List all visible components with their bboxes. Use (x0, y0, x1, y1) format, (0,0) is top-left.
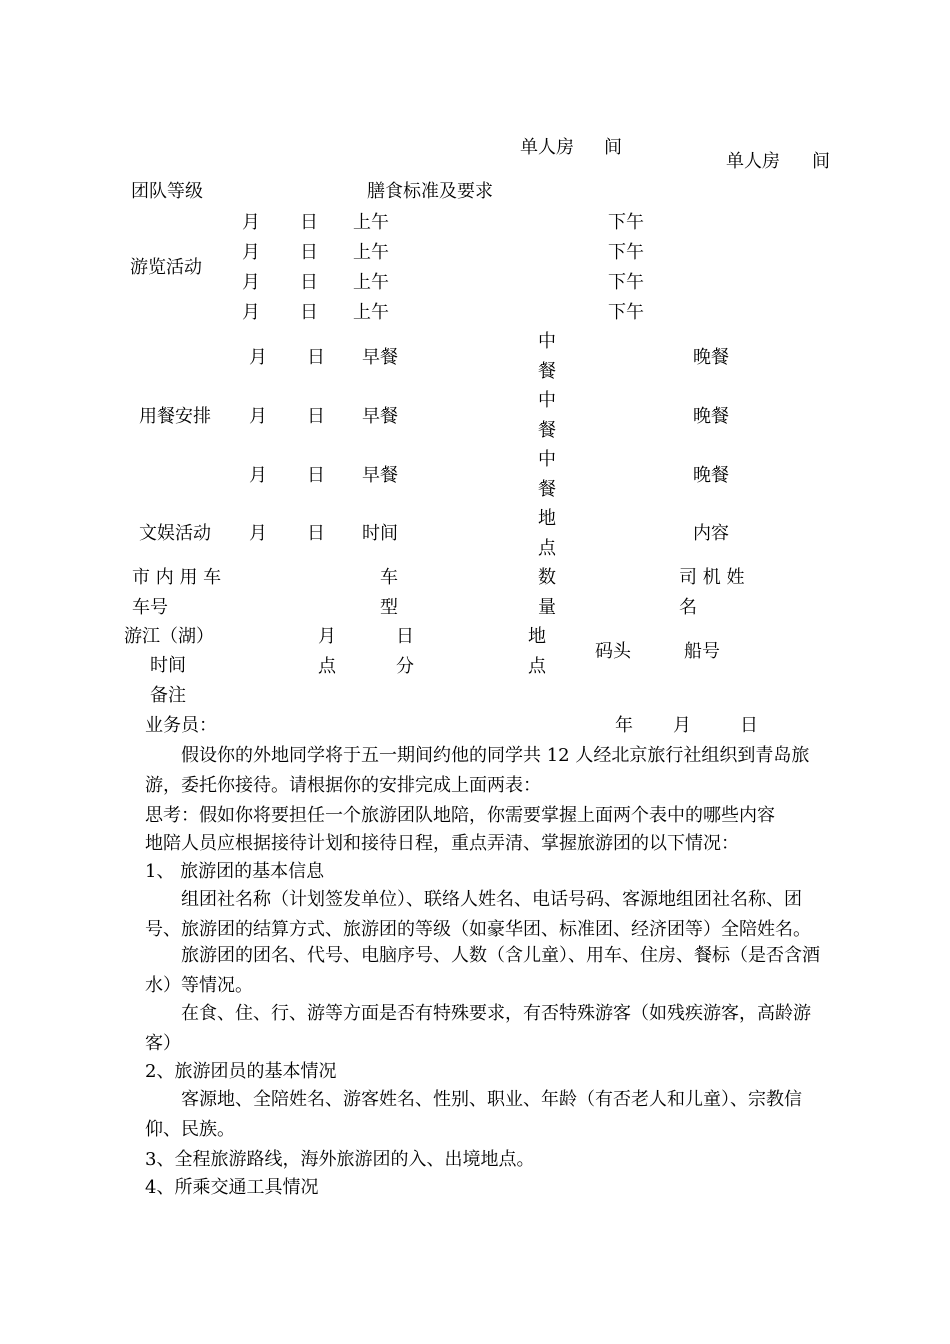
dinner-label: 晚餐 (693, 406, 729, 427)
month-label: 月 (242, 212, 260, 233)
day-label: 日 (740, 715, 758, 736)
river-tour-label: 游江（湖） (124, 626, 214, 647)
basic-info-paragraph: 组团社名称（计划签发单位）、联络人姓名、电话号码、客源地组团社名称、团号、旅游团的结算方式、旅游团的等级（如豪华团、标准团、经济团等）全陪姓名。 (145, 889, 811, 940)
heading-basic-info: 1、 旅游团的基本信息 (145, 861, 325, 882)
question-line: 思考：假如你将要担任一个旅游团队地陪，你需要掌握上面两个表中的哪些内容 (145, 805, 775, 826)
river-time-label: 时间 (150, 655, 186, 676)
month-label: 月 (242, 272, 260, 293)
single-room-label: 单人房 (520, 137, 574, 158)
heading-route: 3、全程旅游路线，海外旅游团的入、出境地点。 (145, 1149, 535, 1170)
group-details-paragraph: 旅游团的团名、代号、电脑序号、人数（含儿童）、用车、住房、餐标（是否含酒水）等情况。 (145, 945, 820, 996)
pm-label: 下午 (608, 272, 644, 293)
breakfast-label: 早餐 (362, 465, 398, 486)
dinner-label: 晚餐 (693, 347, 729, 368)
pm-label: 下午 (608, 212, 644, 233)
am-label: 上午 (353, 242, 389, 263)
day-label: 日 (300, 302, 318, 323)
day-label: 日 (307, 347, 325, 368)
room-unit-label: 间 (604, 137, 622, 158)
car-type-label: 车 型 (380, 567, 398, 618)
day-label: 日 (300, 212, 318, 233)
driver-name-label: 司 机 姓 (679, 567, 745, 588)
month-label: 月 (673, 715, 691, 736)
breakfast-label: 早餐 (362, 406, 398, 427)
entertainment-label: 文娱活动 (139, 523, 211, 544)
pm-label: 下午 (608, 302, 644, 323)
month-label: 月 (249, 465, 267, 486)
meal-arrangement-label: 用餐安排 (139, 406, 211, 427)
scenario-paragraph: 假设你的外地同学将于五一期间约他的同学共 12 人经北京旅行社组织到青岛旅游，委托你接待。请根据你的安排完成上面两表： (145, 745, 810, 796)
month-label: 月 (242, 242, 260, 263)
lunch-label: 中 餐 (538, 449, 556, 500)
month-hour-label: 月 点 (318, 626, 336, 677)
lunch-label: 中 餐 (538, 331, 556, 382)
pier-label: 码头 (595, 641, 631, 662)
salesperson-label: 业务员： (145, 715, 217, 736)
year-label: 年 (615, 715, 633, 736)
day-label: 日 (300, 272, 318, 293)
pm-label: 下午 (608, 242, 644, 263)
special-requests-paragraph: 在食、住、行、游等方面是否有特殊要求，有否特殊游客（如残疾游客，高龄游客） (145, 1003, 811, 1054)
day-label: 日 (307, 406, 325, 427)
quantity-label: 数 量 (538, 567, 556, 618)
place-label: 地 点 (528, 626, 546, 677)
intro-line: 地陪人员应根据接待计划和接待日程，重点弄清、掌握旅游团的以下情况： (145, 833, 739, 854)
place-label: 地 点 (538, 508, 556, 559)
am-label: 上午 (353, 212, 389, 233)
dinner-label: 晚餐 (693, 465, 729, 486)
month-label: 月 (249, 347, 267, 368)
remarks-label: 备注 (150, 685, 186, 706)
am-label: 上午 (353, 272, 389, 293)
am-label: 上午 (353, 302, 389, 323)
day-minute-label: 日 分 (396, 626, 414, 677)
month-label: 月 (249, 523, 267, 544)
breakfast-label: 早餐 (362, 347, 398, 368)
day-label: 日 (300, 242, 318, 263)
month-label: 月 (249, 406, 267, 427)
driver-name-label-2: 名 (679, 597, 697, 618)
day-label: 日 (307, 465, 325, 486)
single-room-label-2: 单人房 (726, 151, 780, 172)
team-level-label: 团队等级 (131, 181, 203, 202)
heading-transport: 4、所乘交通工具情况 (145, 1177, 319, 1198)
month-label: 月 (242, 302, 260, 323)
time-label: 时间 (362, 523, 398, 544)
boat-number-label: 船号 (684, 641, 720, 662)
day-label: 日 (307, 523, 325, 544)
lunch-label: 中 餐 (538, 390, 556, 441)
member-info-paragraph: 客源地、全陪姓名、游客姓名、性别、职业、年龄（有否老人和儿童）、宗教信仰、民族。 (145, 1089, 802, 1140)
content-label: 内容 (693, 523, 729, 544)
car-number-label: 车号 (132, 597, 168, 618)
city-car-label: 市 内 用 车 (132, 567, 222, 588)
heading-member-info: 2、旅游团员的基本情况 (145, 1061, 337, 1082)
tour-activity-label: 游览活动 (130, 257, 202, 278)
room-unit-label-2: 间 (812, 151, 830, 172)
meal-standard-label: 膳食标准及要求 (367, 181, 493, 202)
